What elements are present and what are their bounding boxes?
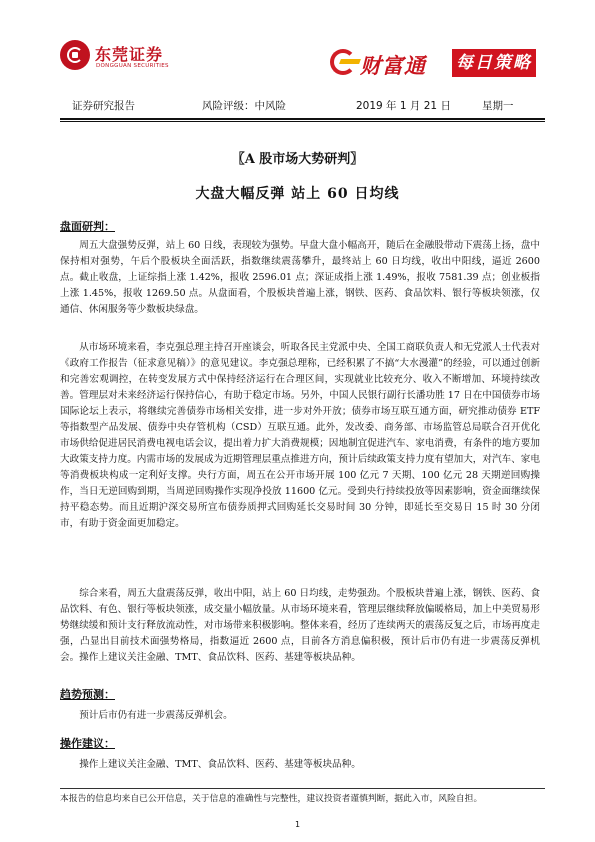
report-type: 证券研究报告: [72, 100, 135, 112]
dongguan-securities-logo: [60, 40, 180, 80]
brand-header: [0, 0, 595, 95]
advice-text: 操作上建议关注金融、TMT、食品饮料、医药、基建等板块品种。: [79, 759, 361, 770]
disclaimer: 本报告的信息均来自已公开信息，关于信息的准确性与完整性，建议投资者谨慎判断，据此入市，风险自担。: [60, 794, 483, 804]
forecast-text: 预计后市仍有进一步震荡反弹机会。: [79, 710, 233, 721]
report-info-bar: [60, 95, 545, 117]
caifutong-logo: [330, 47, 560, 83]
daily-strategy-badge: 每日策略: [452, 49, 536, 77]
page-number: 1: [294, 820, 301, 829]
review-paragraph-1: 周五大盘强势反弹，站上 60 日线，表现较为强势。早盘大盘小幅高开，随后在金融股带动下震荡上扬，盘中保持相对强势，午后个股板块全面活跃，指数继续震荡攀升，最终站上 60 日均线，收出中阳线，逼近 2600 点。截止收盘，上证综指上涨 1.42%，报收 2596.01 点；深证成指上涨 1.49%，报收 7581.39 点；创业板指上涨 1.45%，报收 1269.50 点。从盘面看，个股板块普遍上涨，钢铁、医药、食品饮料、银行等板块领涨，仅通信、休闲服务等少数板块绿盘。: [60, 240, 540, 315]
review-heading: 盘面研判：: [60, 220, 115, 233]
main-title: 大盘大幅反弹 站上 60 日均线: [195, 186, 400, 202]
caifutong-swoosh-icon: [339, 59, 361, 64]
forecast-heading: 趋势预测：: [60, 688, 115, 701]
footer-divider: [60, 788, 545, 789]
brand-name-cn: 东莞证券: [95, 45, 164, 64]
report-weekday: 星期一: [482, 100, 514, 112]
advice-heading: 操作建议：: [60, 737, 115, 750]
dongguan-seal-icon: [60, 40, 90, 70]
header-divider-thick: [60, 118, 545, 120]
header-divider-thin: [60, 121, 545, 122]
review-paragraph-3: 综合来看，周五大盘震荡反弹，收出中阳，站上 60 日均线，走势强劲。个股板块普遍上涨，钢铁、医药、食品饮料、有色、银行等板块领涨，成交量小幅放量。从市场环境来看，管理层继续释放偏暖格局，加上中美贸易形势继续缓和预计支行释放流动性，对市场带来积极影响。整体来看，经历了连续两天的震荡反复之后，市场再度走强，凸显出目前技术面强势格局，指数逼近 2600 点，目前各方消息偏积极，预计后市仍有进一步震荡反弹机会。操作上建议关注金融、TMT、食品饮料、医药、基建等板块品种。: [60, 588, 540, 663]
report-date: 2019 年 1 月 21 日: [356, 100, 451, 112]
risk-rating: 风险评级：中风险: [202, 100, 286, 112]
caifutong-name: 财富通: [360, 53, 426, 78]
section-title: 〖A 股市场大势研判〗: [231, 152, 364, 167]
brand-name-en: DONGGUAN SECURITIES: [96, 63, 169, 69]
review-paragraph-2: 从市场环境来看，李克强总理主持召开座谈会，听取各民主党派中央、全国工商联负责人和无党派人士代表对《政府工作报告（征求意见稿）》的意见建议。李克强总理称，已经积累了不搞“大水漫灌”的经验，可以通过创新和完善宏观调控，在转变发展方式中保持经济运行在合理区间，实现就业比较充分、收入不断增加、环境持续改善。管理层对未来经济运行保持信心，有助于稳定市场。另外，中国人民银行副行长潘功胜 17 日在中国债券市场国际论坛上表示，将继续完善债券市场相关安排，进一步对外开放；债券市场互联互通方面，研究推动债券 ETF 等指数型产品发展、债券中央存管机构（CSD）互联互通。此外，发改委、商务部、市场监管总局联合召开优化市场供给促进居民消费电视电话会议，提出着力扩大消费规模；因地制宜促进汽车、家电消费，有条件的地方要加大政策支持力度。内需市场的发展成为近期管理层重点推进方向，预计后续政策支持力度有望加大，对汽车、家电等消费板块构成一定利好支撑。央行方面，周五在公开市场开展 100 亿元 7 天期、100 亿元 28 天期逆回购操作，当日无逆回购到期，当周逆回购操作实现净投放 11600 亿元。受到央行持续投放等因素影响，资金面继续保持平稳态势。而且近期沪深交易所宣布债券质押式回购延长交易时间 30 分钟，即延长至交易日 15 时 30 分闭市，有助于资金面更加稳定。: [60, 342, 540, 529]
